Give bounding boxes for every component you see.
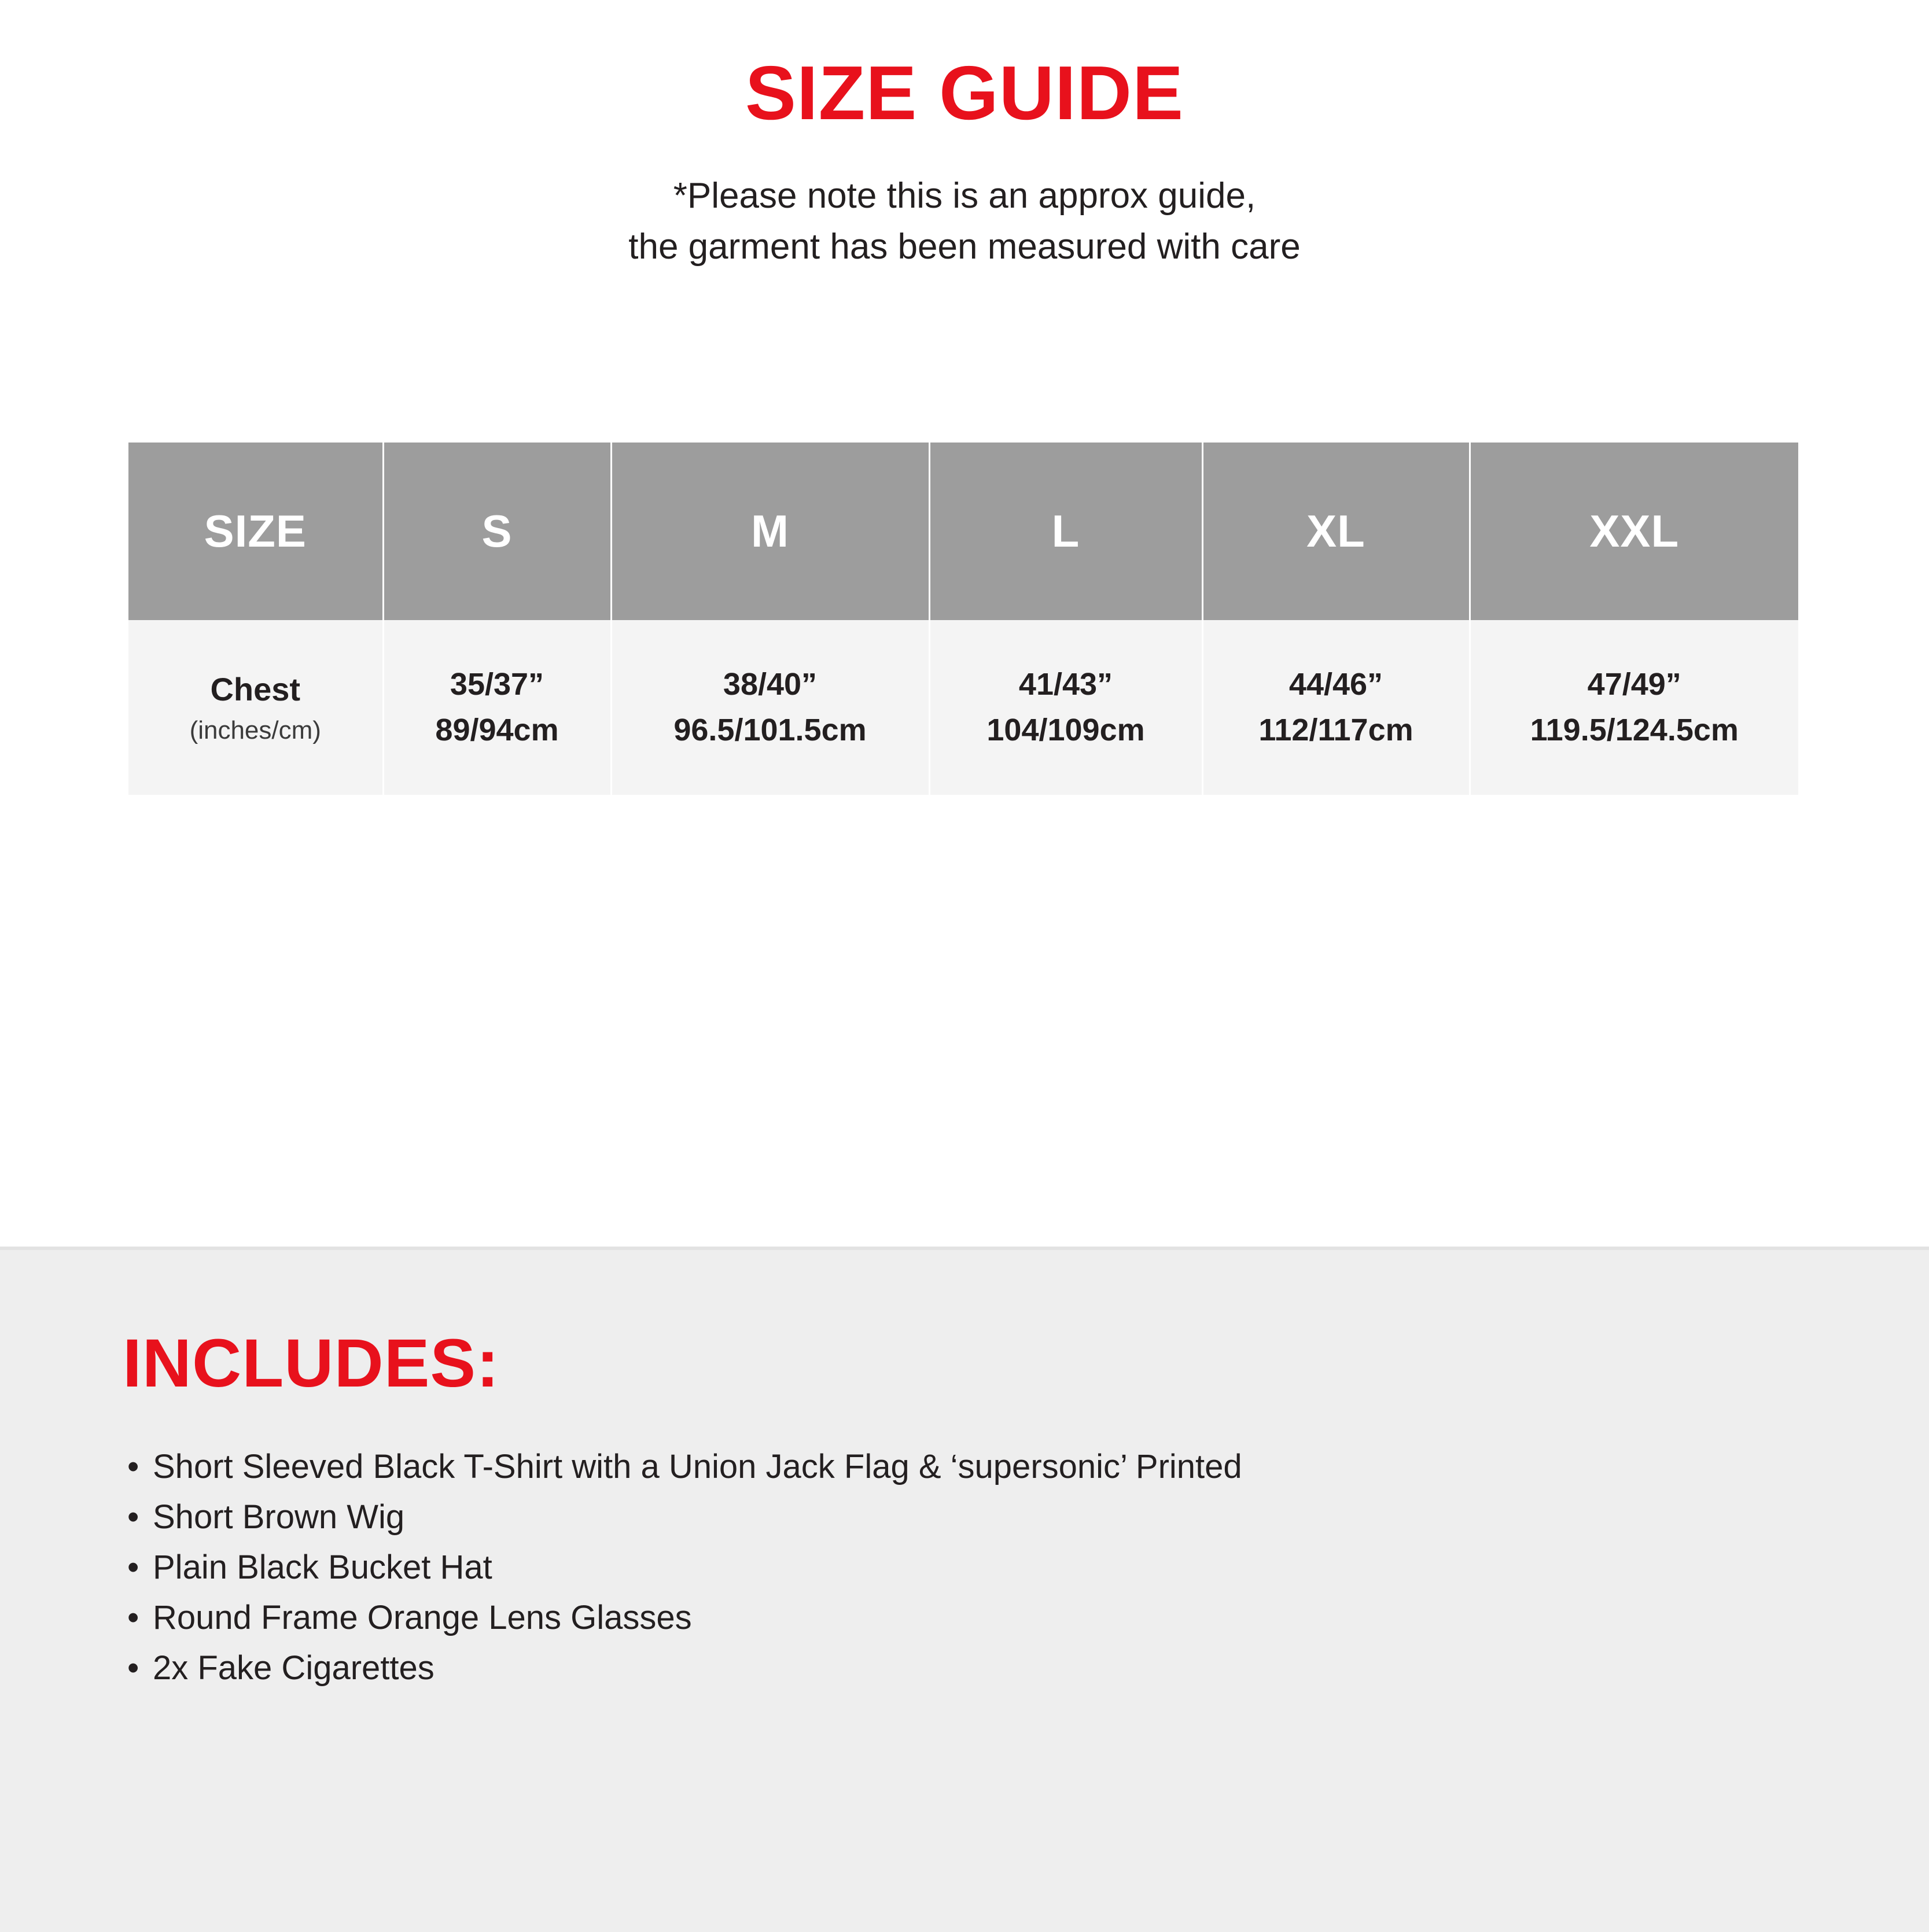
column-header-xxl: XXL xyxy=(1470,443,1798,620)
includes-list xyxy=(0,1400,1929,1693)
size-table xyxy=(128,443,1798,795)
cell-inches: 35/37” xyxy=(450,667,544,702)
size-table-wrapper xyxy=(128,443,1798,795)
column-header-size: SIZE xyxy=(128,443,383,620)
cell-cm: 89/94cm xyxy=(435,713,559,747)
row-label-chest xyxy=(128,620,383,795)
includes-section xyxy=(0,1247,1929,1932)
guide-note xyxy=(0,135,1929,272)
cell-cm: 112/117cm xyxy=(1258,713,1413,747)
cell-chest-xxl xyxy=(1470,620,1798,795)
row-label-units: (inches/cm) xyxy=(189,716,321,745)
cell-cm: 96.5/101.5cm xyxy=(673,713,867,747)
page-title: SIZE GUIDE xyxy=(745,50,1184,135)
list-item: • Round Frame Orange Lens Glasses xyxy=(123,1592,1929,1643)
cell-inches: 41/43” xyxy=(1018,667,1113,702)
cell-cm: 119.5/124.5cm xyxy=(1530,713,1739,747)
cell-inches: 47/49” xyxy=(1587,667,1681,702)
cell-chest-l xyxy=(929,620,1202,795)
row-label-main: Chest xyxy=(210,670,301,707)
cell-chest-xl xyxy=(1202,620,1470,795)
list-item: • Plain Black Bucket Hat xyxy=(123,1542,1929,1592)
cell-chest-m xyxy=(611,620,929,795)
column-header-s: S xyxy=(383,443,611,620)
list-item: • Short Sleeved Black T-Shirt with a Union Jack Flag & ‘supersonic’ Printed xyxy=(123,1441,1929,1492)
list-item: • Short Brown Wig xyxy=(123,1492,1929,1542)
cell-inches: 38/40” xyxy=(723,667,818,702)
column-header-xl: XL xyxy=(1202,443,1470,620)
includes-title: INCLUDES: xyxy=(123,1325,500,1402)
guide-note-line1: *Please note this is an approx guide, xyxy=(673,176,1256,216)
size-table-head xyxy=(128,443,1798,620)
table-header-row xyxy=(128,443,1798,620)
cell-inches: 44/46” xyxy=(1289,667,1383,702)
list-item: • 2x Fake Cigarettes xyxy=(123,1643,1929,1693)
column-header-l: L xyxy=(929,443,1202,620)
cell-cm: 104/109cm xyxy=(986,713,1145,747)
table-row xyxy=(128,620,1798,795)
column-header-m: M xyxy=(611,443,929,620)
cell-chest-s xyxy=(383,620,611,795)
guide-note-line2: the garment has been measured with care xyxy=(628,227,1301,267)
size-table-body xyxy=(128,620,1798,795)
